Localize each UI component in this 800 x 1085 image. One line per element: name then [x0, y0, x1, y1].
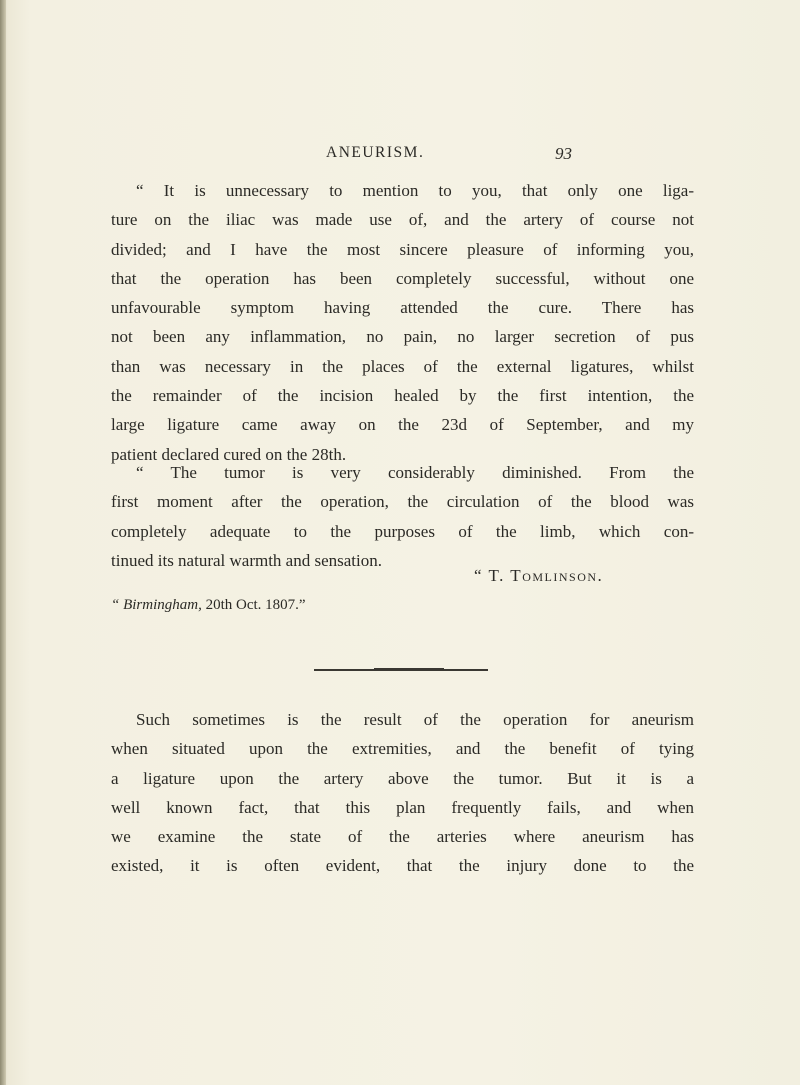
- text-line: completely adequate to the purposes of the limb, which con-: [111, 521, 694, 541]
- running-head: ANEURISM.: [326, 144, 425, 161]
- text-line: a ligature upon the artery above the tumor. But it is a: [111, 768, 694, 788]
- text-line: well known fact, that this plan frequently fails, and when: [111, 797, 694, 817]
- commentary-paragraph: [111, 705, 694, 881]
- text-line: when situated upon the extremities, and the benefit of tying: [111, 739, 694, 759]
- letter-dateline: [111, 597, 306, 614]
- text-line: “ It is unnecessary to mention to you, that only one liga-: [136, 181, 694, 200]
- text-line: divided; and I have the most sincere pleasure of informing you,: [111, 239, 694, 259]
- section-divider-rule: [314, 669, 488, 671]
- text-line: tinued its natural warmth and sensation.: [111, 550, 382, 570]
- text-line: not been any inflammation, no pain, no larger secretion of pus: [111, 327, 694, 347]
- letter-paragraph-2: [111, 458, 694, 575]
- dateline-date: 20th Oct. 1807.”: [201, 597, 306, 613]
- page-spine-shadow: [0, 0, 6, 1085]
- text-line: patient declared cured on the 28th.: [111, 444, 347, 464]
- text-line: first moment after the operation, the circulation of the blood was: [111, 492, 694, 512]
- text-line: large ligature came away on the 23d of September, and my: [111, 415, 694, 435]
- page-number: 93: [555, 144, 572, 163]
- dateline-place: “ Birmingham,: [111, 597, 202, 613]
- text-line: unfavourable symptom having attended the cure. There has: [111, 298, 694, 318]
- page-header: [308, 144, 572, 168]
- text-line: ture on the iliac was made use of, and the artery of course not: [111, 210, 694, 230]
- text-line: than was necessary in the places of the external ligatures, whilst: [111, 356, 694, 376]
- text-line: “ The tumor is very considerably diminished. From the: [136, 463, 694, 482]
- text-line: we examine the state of the arteries where aneurism has: [111, 827, 694, 847]
- text-line: that the operation has been completely successful, without one: [111, 268, 694, 288]
- letter-paragraph-1: [111, 176, 694, 469]
- text-line: Such sometimes is the result of the operation for aneurism: [136, 710, 694, 729]
- letter-signature: “ T. Tomlinson.: [474, 566, 604, 585]
- text-line: the remainder of the incision healed by the first intention, the: [111, 386, 694, 406]
- text-line: existed, it is often evident, that the injury done to the: [111, 856, 694, 876]
